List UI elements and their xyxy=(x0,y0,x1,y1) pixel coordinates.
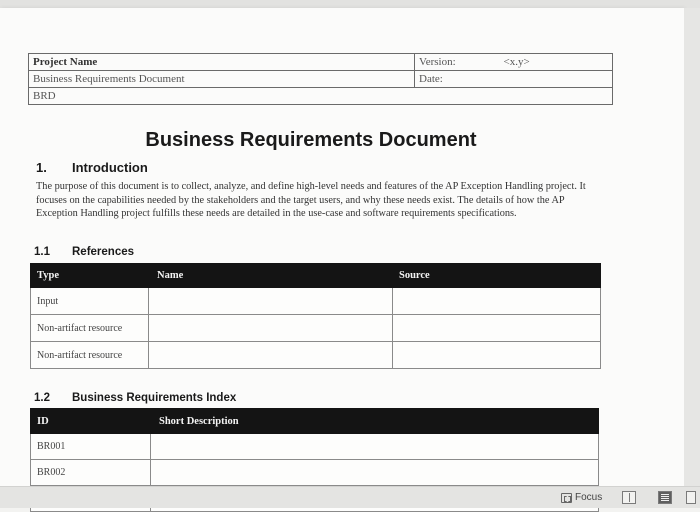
window-right-gutter xyxy=(684,8,700,486)
table-row xyxy=(31,315,601,342)
focus-icon xyxy=(561,493,572,503)
header-version-value: <x.y> xyxy=(503,56,530,68)
subsection-heading-business-requirements-index xyxy=(34,392,236,404)
brd-header-row xyxy=(31,409,599,434)
header-date-label[interactable]: Date: xyxy=(415,71,613,88)
header-version-cell[interactable] xyxy=(415,54,613,71)
status-bar xyxy=(0,486,700,508)
header-document-name[interactable]: Business Requirements Document xyxy=(29,71,415,88)
subsection-title: References xyxy=(72,246,135,258)
introduction-paragraph[interactable]: The purpose of this document is to collect, analyze, and define high-level needs and features of the AP Exception Handling project. It focuses on the capabilities needed by the stakeholders and the target users, and why these needs exist. The details of how the AP Exception Handling project fulfills these needs are detailed in the use-case and software requirements specifications. xyxy=(36,181,586,220)
subsection-title: Business Requirements Index xyxy=(72,392,237,404)
col-header-short-description: Short Description xyxy=(151,409,599,434)
table-cell[interactable]: Non-artifact resource xyxy=(31,315,149,342)
col-header-name: Name xyxy=(149,264,393,288)
col-header-id: ID xyxy=(31,409,151,434)
table-cell[interactable]: BR001 xyxy=(31,434,151,460)
references-table xyxy=(30,263,601,369)
web-layout-icon[interactable] xyxy=(686,491,696,504)
references-header-row xyxy=(31,264,601,288)
table-cell[interactable] xyxy=(149,315,393,342)
section-heading-introduction xyxy=(36,160,148,175)
window-top-strip xyxy=(0,0,700,8)
subsection-number: 1.2 xyxy=(34,392,50,404)
header-abbreviation[interactable]: BRD xyxy=(29,88,613,105)
page-title: Business Requirements Document xyxy=(145,129,477,151)
table-cell[interactable]: Non-artifact resource xyxy=(31,342,149,369)
header-version-label: Version: xyxy=(419,56,456,68)
subsection-heading-references xyxy=(34,246,134,258)
table-cell[interactable] xyxy=(393,342,601,369)
table-row xyxy=(31,434,599,460)
subsection-number: 1.1 xyxy=(34,246,50,258)
read-mode-icon[interactable] xyxy=(622,491,636,504)
document-page[interactable] xyxy=(0,8,684,486)
table-cell[interactable]: BR002 xyxy=(31,460,151,486)
table-cell[interactable] xyxy=(393,315,601,342)
table-row xyxy=(31,288,601,315)
section-title: Introduction xyxy=(72,160,148,175)
col-header-type: Type xyxy=(31,264,149,288)
section-number: 1. xyxy=(36,160,47,175)
table-cell[interactable] xyxy=(151,460,599,486)
table-cell[interactable] xyxy=(151,434,599,460)
table-cell[interactable] xyxy=(149,342,393,369)
focus-mode-button[interactable] xyxy=(561,492,602,503)
focus-label: Focus xyxy=(575,492,603,503)
print-layout-icon[interactable] xyxy=(658,491,672,504)
document-header-table xyxy=(28,53,613,105)
table-row xyxy=(31,342,601,369)
table-cell[interactable]: Input xyxy=(31,288,149,315)
header-project-name[interactable]: Project Name xyxy=(29,54,415,71)
table-cell[interactable] xyxy=(149,288,393,315)
col-header-source: Source xyxy=(393,264,601,288)
table-row xyxy=(31,460,599,486)
table-cell[interactable] xyxy=(393,288,601,315)
